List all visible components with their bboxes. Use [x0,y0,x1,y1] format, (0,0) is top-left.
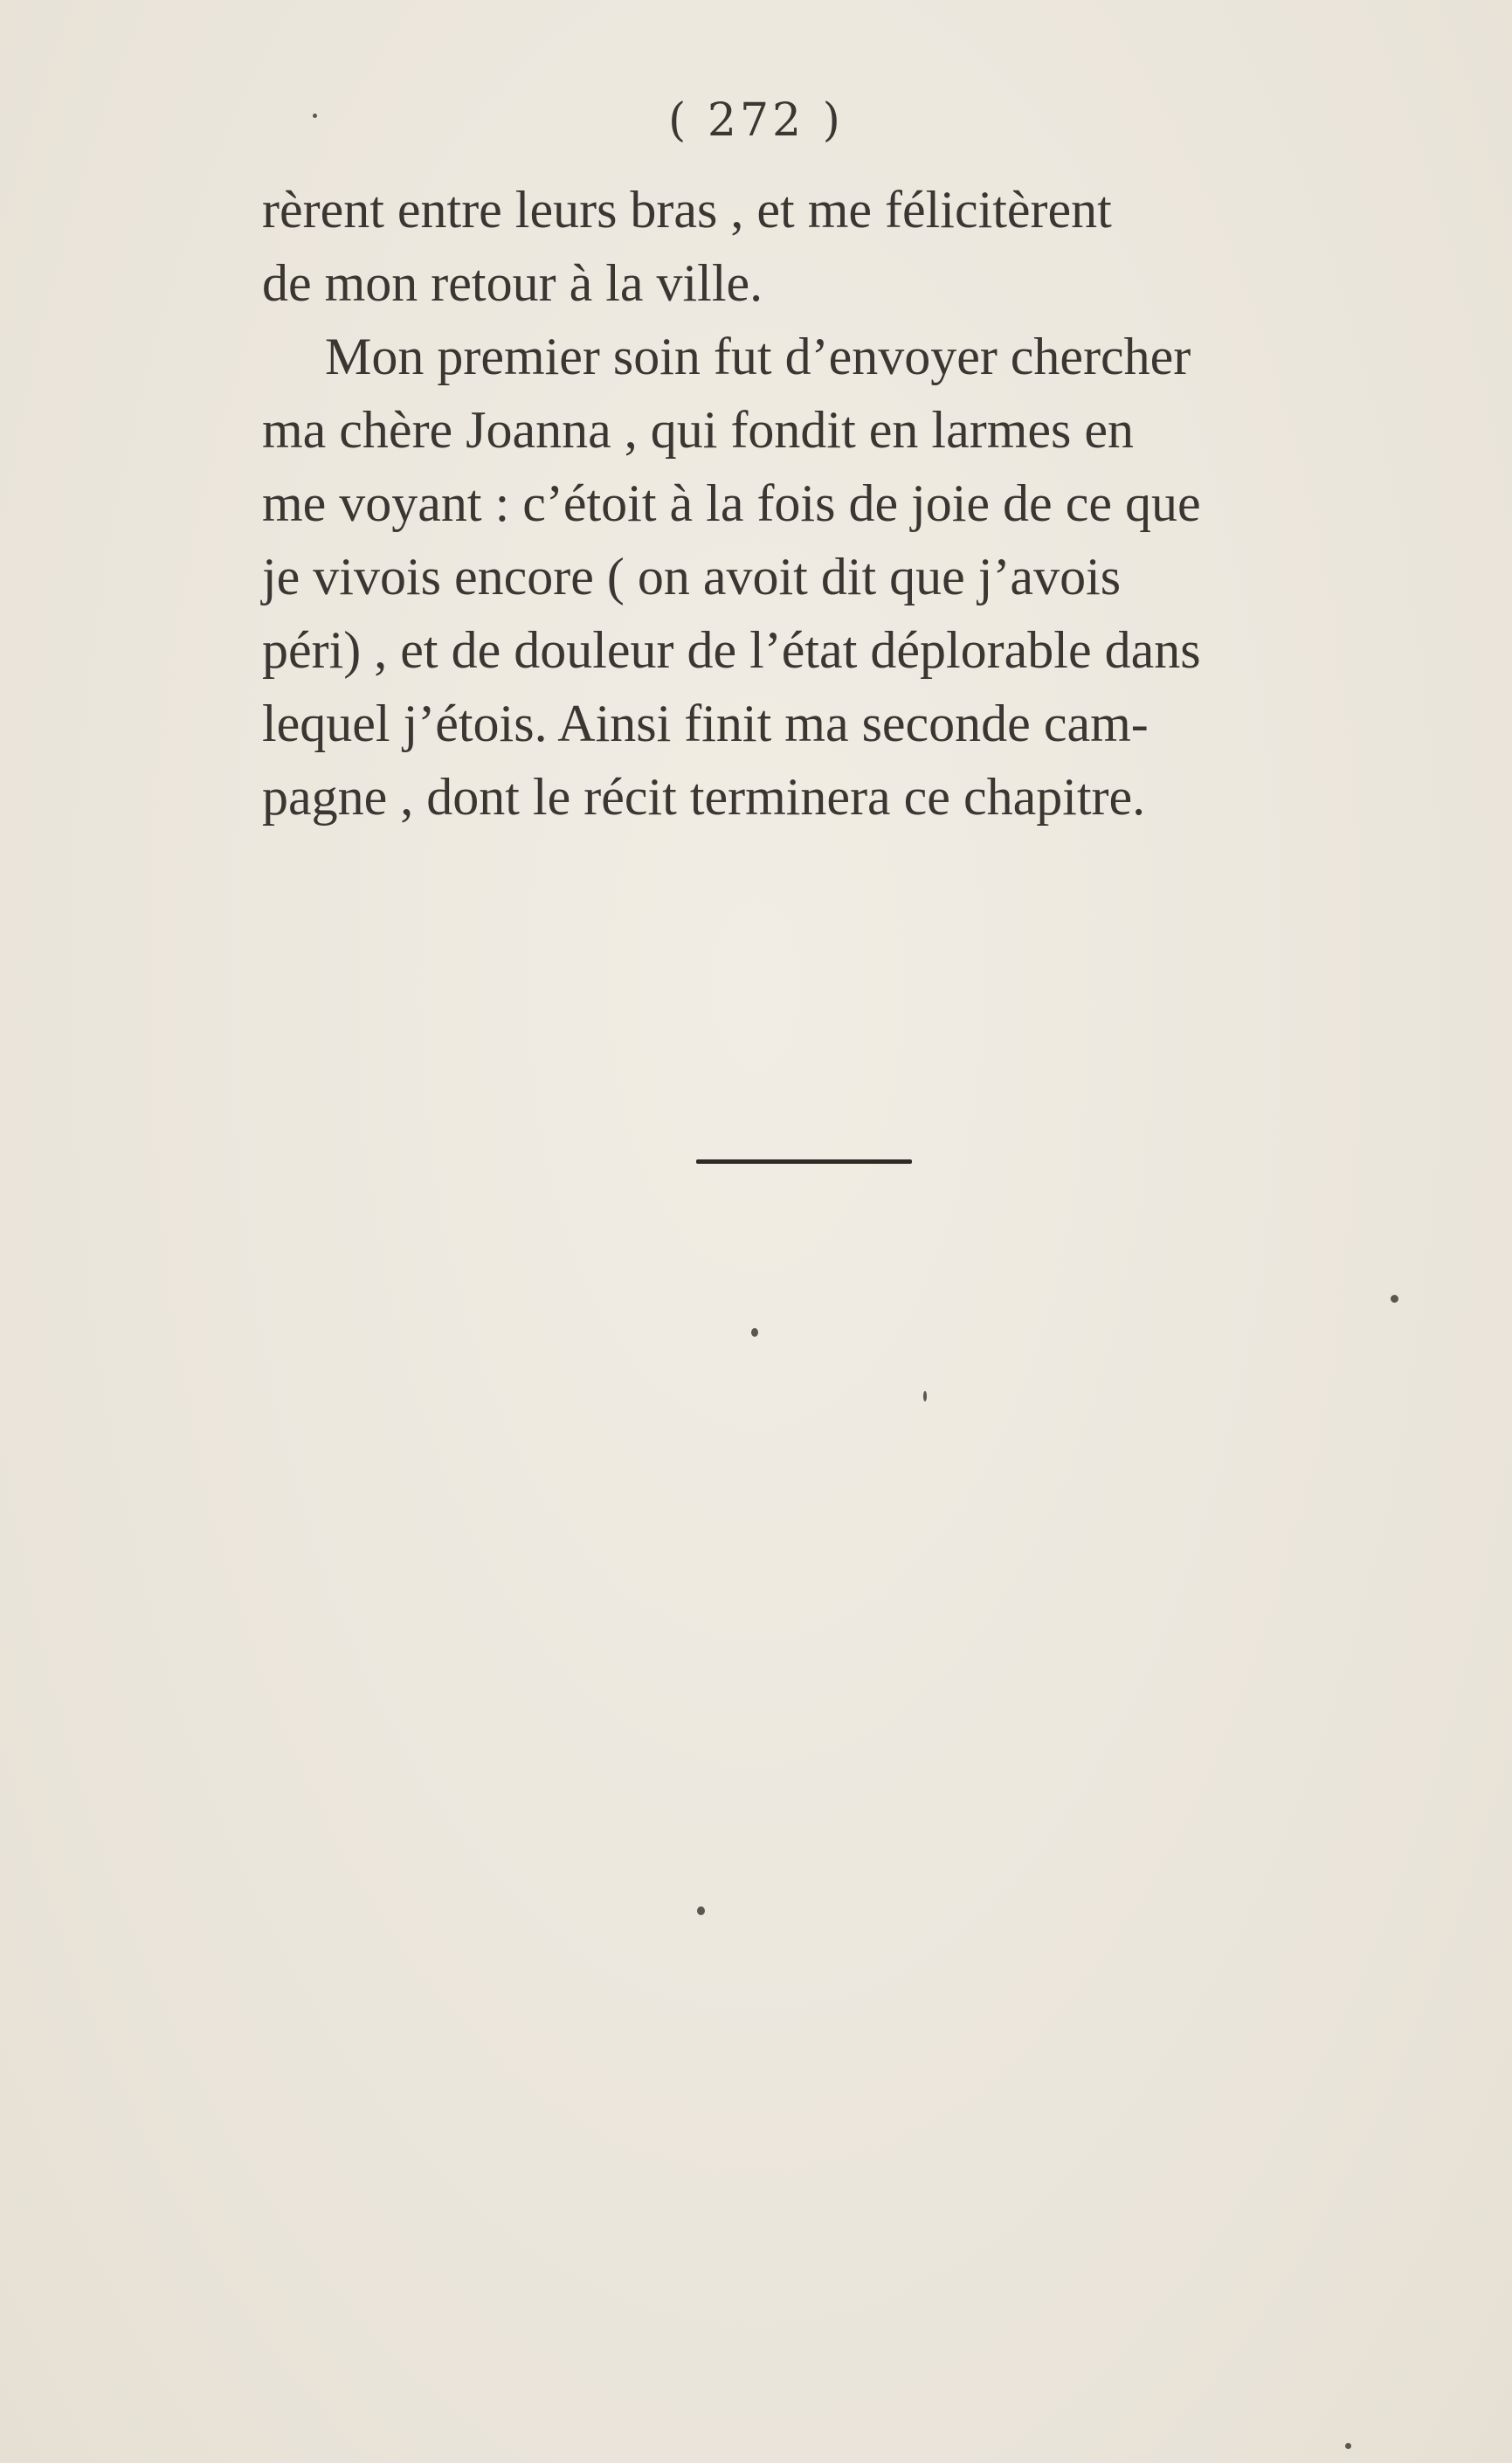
text-line: lequel j’étois. Ainsi finit ma seconde cam- [262,695,1149,752]
paper-speck [697,1906,705,1915]
text-line: pagne , dont le récit terminera ce chapitre. [262,768,1146,826]
text-line: je vivois encore ( on avoit dit que j’avois [262,548,1122,605]
paper-speck [1391,1295,1398,1303]
text-line: rèrent entre leurs bras , et me félicitèrent [262,181,1112,239]
paper-speck [313,114,317,118]
body-text [262,173,1345,834]
paper-speck [923,1391,927,1401]
page-number: ( 272 ) [668,94,844,147]
chapter-end-rule [696,1159,912,1164]
paper-speck [1345,2443,1351,2449]
text-line: me voyant : c’étoit à la fois de joie de ce que [262,474,1201,532]
text-line: ma chère Joanna , qui fondit en larmes en [262,401,1134,459]
paper-speck [751,1328,758,1337]
text-line: péri) , et de douleur de l’état déplorable dans [262,621,1201,679]
paragraph-start-line: Mon premier soin fut d’envoyer chercher [325,328,1191,385]
text-line: de mon retour à la ville. [262,254,763,312]
